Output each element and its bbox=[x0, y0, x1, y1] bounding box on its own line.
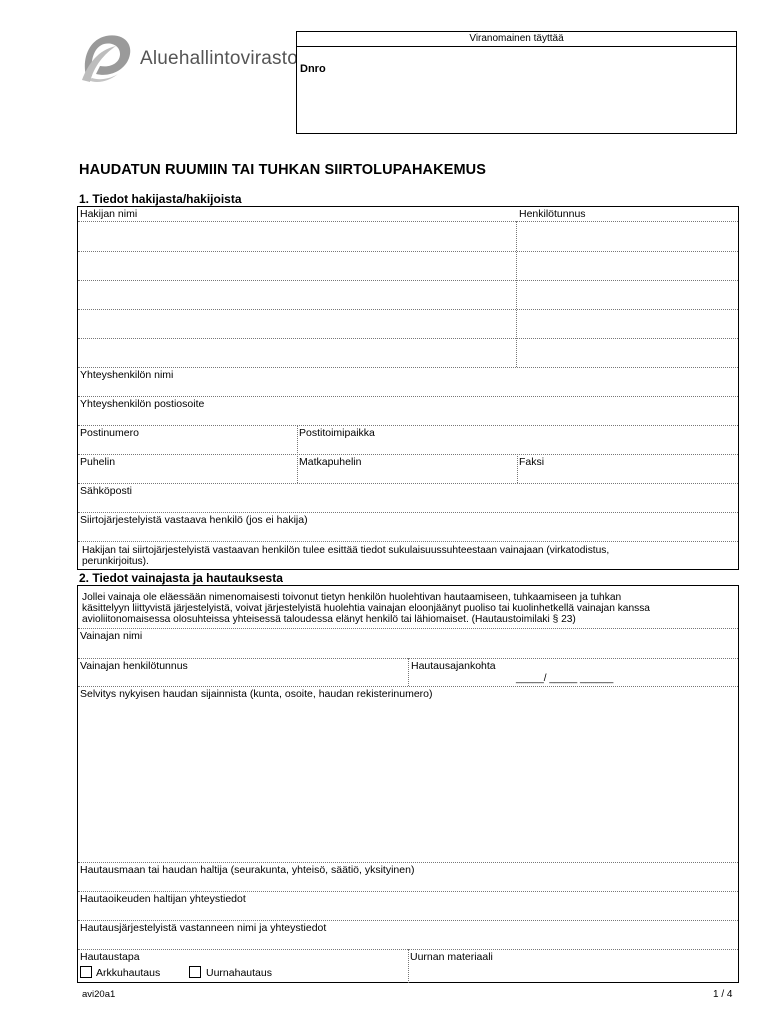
applicant-ssn-field-4[interactable] bbox=[518, 310, 738, 338]
section2-intro-line3: avioliitonomaisessa olosuhteissa yhteisessä taloudessa elänyt henkilö tai lähiomaiset. (Hautaustoimilaki § 23) bbox=[82, 614, 576, 625]
mobile-label: Matkapuhelin bbox=[299, 456, 362, 468]
section2-intro-line1: Jollei vainaja ole eläessään nimenomaisesti toivonut tietyn henkilön huolehtivan hautaamiseen, tuhkaamiseen ja tuhkan bbox=[82, 592, 622, 603]
logo-mark-icon bbox=[78, 30, 136, 86]
applicant-ssn-field-2[interactable] bbox=[518, 252, 738, 280]
section1-heading: 1. Tiedot hakijasta/hakijoista bbox=[79, 192, 242, 206]
current-grave-label: Selvitys nykyisen haudan sijainnista (kunta, osoite, haudan rekisterinumero) bbox=[80, 688, 433, 700]
contact-address-field[interactable] bbox=[79, 411, 737, 424]
applicant-ssn-field-1[interactable] bbox=[518, 222, 738, 250]
post-office-field[interactable] bbox=[299, 440, 737, 453]
logo-text: Aluehallintovirasto bbox=[140, 48, 298, 69]
burial-time-field[interactable]: _____/ _____ ______ bbox=[516, 673, 614, 684]
responsible-person-label: Siirtojärjestelyistä vastaava henkilö (jos ei hakija) bbox=[80, 514, 308, 526]
authority-box-title: Viranomainen täyttää bbox=[469, 33, 564, 44]
urn-material-field[interactable] bbox=[410, 964, 737, 982]
urn-material-label: Uurnan materiaali bbox=[410, 951, 493, 963]
contact-name-field[interactable] bbox=[79, 382, 737, 395]
applicant-name-header: Hakijan nimi bbox=[80, 208, 138, 220]
email-label: Sähköposti bbox=[80, 485, 132, 497]
contact-address-label: Yhteyshenkilön postiosoite bbox=[80, 398, 205, 410]
mobile-field[interactable] bbox=[299, 469, 515, 482]
fax-label: Faksi bbox=[519, 456, 545, 468]
email-field[interactable] bbox=[79, 498, 737, 511]
dnro-field[interactable] bbox=[337, 48, 734, 131]
section2-heading: 2. Tiedot vainajasta ja hautauksesta bbox=[79, 571, 283, 585]
logo bbox=[78, 30, 298, 86]
postal-code-label: Postinumero bbox=[80, 427, 139, 439]
deceased-ssn-label: Vainajan henkilötunnus bbox=[80, 660, 188, 672]
phone-label: Puhelin bbox=[80, 456, 116, 468]
burial-method-label: Hautaustapa bbox=[80, 951, 140, 963]
authority-box bbox=[296, 31, 737, 134]
deceased-ssn-field[interactable] bbox=[79, 673, 406, 685]
holder-contact-label: Hautaoikeuden haltijan yhteystiedot bbox=[80, 893, 246, 905]
deceased-name-label: Vainajan nimi bbox=[80, 630, 143, 642]
form-code: avi20a1 bbox=[82, 989, 116, 1000]
current-grave-field[interactable] bbox=[79, 701, 737, 861]
post-office-label: Postitoimipaikka bbox=[299, 427, 375, 439]
form-title: HAUDATUN RUUMIIN TAI TUHKAN SIIRTOLUPAHAKEMUS bbox=[79, 162, 486, 178]
contact-name-label: Yhteyshenkilön nimi bbox=[80, 369, 174, 381]
arranger-field[interactable] bbox=[79, 935, 737, 948]
phone-field[interactable] bbox=[79, 469, 295, 482]
applicant-name-field-1[interactable] bbox=[79, 222, 515, 250]
applicant-name-field-5[interactable] bbox=[79, 339, 515, 367]
responsible-person-field[interactable] bbox=[79, 527, 737, 540]
casket-burial-checkbox[interactable] bbox=[80, 966, 92, 978]
urn-burial-checkbox[interactable] bbox=[189, 966, 201, 978]
deceased-name-field[interactable] bbox=[79, 643, 737, 657]
applicant-name-field-2[interactable] bbox=[79, 252, 515, 280]
section2-table bbox=[77, 585, 739, 983]
applicant-ssn-field-5[interactable] bbox=[518, 339, 738, 367]
postal-code-field[interactable] bbox=[79, 440, 295, 453]
ssn-header: Henkilötunnus bbox=[519, 208, 586, 220]
applicant-name-field-4[interactable] bbox=[79, 310, 515, 338]
urn-burial-label: Uurnahautaus bbox=[206, 967, 272, 979]
applicant-name-field-3[interactable] bbox=[79, 281, 515, 309]
grave-holder-field[interactable] bbox=[79, 877, 737, 890]
kinship-note-line2: perunkirjoitus). bbox=[82, 556, 149, 567]
burial-time-label: Hautausajankohta bbox=[411, 660, 496, 672]
page-number: 1 / 4 bbox=[713, 989, 733, 1000]
arranger-label: Hautausjärjestelyistä vastanneen nimi ja yhteystiedot bbox=[80, 922, 327, 934]
holder-contact-field[interactable] bbox=[79, 906, 737, 919]
grave-holder-label: Hautausmaan tai haudan haltija (seurakunta, yhteisö, säätiö, yksityinen) bbox=[80, 864, 415, 876]
kinship-note-line1: Hakijan tai siirtojärjestelyistä vastaavan henkilön tulee esittää tiedot sukulaisuussuhteestaan vainajaan (virkatodistus, bbox=[82, 545, 610, 556]
fax-field[interactable] bbox=[519, 469, 737, 482]
dnro-label: Dnro bbox=[300, 63, 326, 75]
section2-intro-line2: käsittelyyn liittyvistä järjestelyistä, voivat järjestelyistä huolehtia vainajan eloonjäänyt puoliso tai kuolinhetkellä vainajan kanssa bbox=[82, 603, 650, 614]
applicant-ssn-field-3[interactable] bbox=[518, 281, 738, 309]
section1-table bbox=[77, 206, 739, 570]
casket-burial-label: Arkkuhautaus bbox=[96, 967, 161, 979]
